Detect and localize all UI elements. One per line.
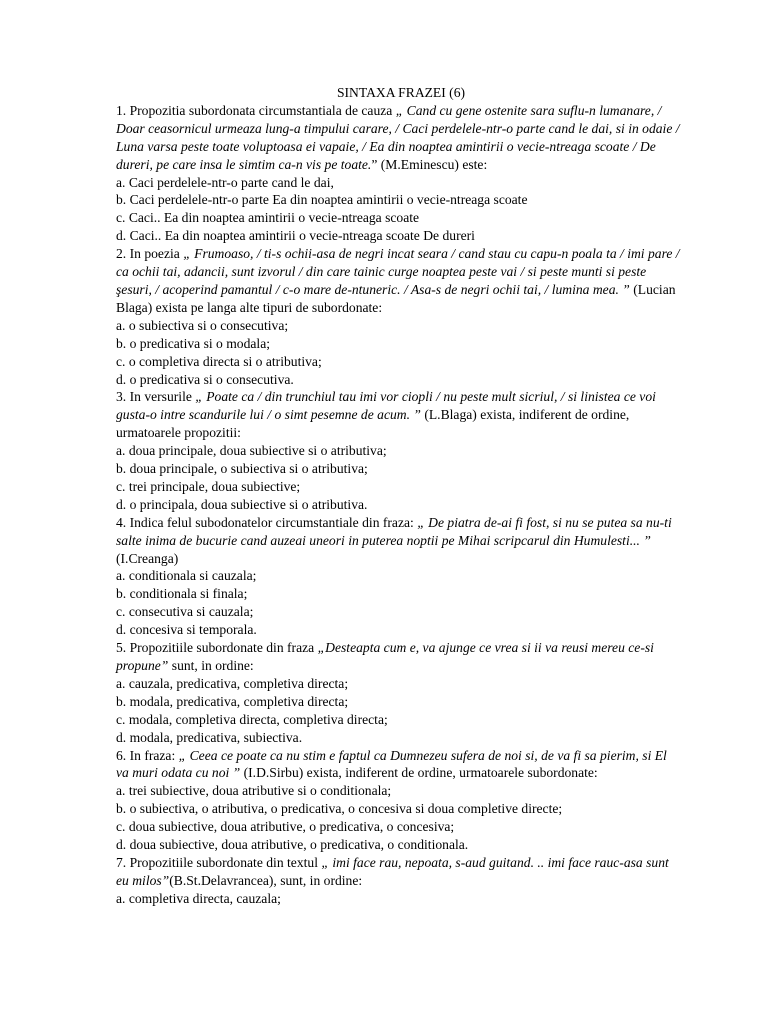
answer-option: c. doua subiective, doua atributive, o predicativa, o concesiva; [116, 819, 455, 835]
answer-option: a. Caci perdelele-ntr-o parte cand le dai, [116, 174, 334, 190]
answer-option: d. modala, predicativa, subiectiva. [116, 729, 303, 745]
answer-option: d. o principala, doua subiective si o atributiva. [116, 496, 368, 512]
question-3 [116, 388, 682, 513]
question-7-text: 7. Propozitiile subordonate din textul „ imi face rau, nepoata, s-aud guitand. .. imi face rauc-asa sunt eu milos”(B.St.Delavrancea), sunt, in ordine: [116, 854, 669, 888]
answer-option: b. modala, predicativa, completiva directa; [116, 693, 349, 709]
answer-option: c. consecutiva si cauzala; [116, 604, 254, 620]
answer-option: b. doua principale, o subiectiva si o atributiva; [116, 461, 368, 477]
answer-option: c. o completiva directa si o atributiva; [116, 353, 322, 369]
answer-option: a. o subiectiva si o consecutiva; [116, 317, 289, 333]
quote: „ Ceea ce poate ca nu stim e faptul ca Dumnezeu sufera de noi si, de va fi sa pierim, si El va muri odata cu noi ” [116, 747, 667, 781]
answer-option: a. trei subiective, doua atributive si o conditionala; [116, 783, 392, 799]
answer-option: d. doua subiective, doua atributive, o predicativa, o conditionala. [116, 837, 469, 853]
page-title: SINTAXA FRAZEI (6) [336, 85, 466, 100]
answer-option: a. cauzala, predicativa, completiva directa; [116, 675, 349, 691]
answer-option: d. Caci.. Ea din noaptea amintirii o vecie-ntreaga scoate De dureri [116, 228, 475, 244]
question-6 [116, 747, 682, 854]
answer-option: c. Caci.. Ea din noaptea amintirii o vecie-ntreaga scoate [116, 210, 420, 226]
question-4 [116, 514, 682, 639]
answer-option: d. o predicativa si o consecutiva. [116, 371, 294, 387]
question-7 [116, 854, 682, 908]
question-1 [116, 102, 682, 245]
quote: „ Poate ca / din trunchiul tau imi vor ciopli / nu peste mult sicriul, / si linistea ce voi gusta-o intre scandurile lui / o simt pesemne de acum. ” [116, 389, 656, 423]
answer-option: b. o subiectiva, o atributiva, o predicativa, o concesiva si doua completive directe; [116, 801, 563, 817]
answer-option: a. completiva directa, cauzala; [116, 890, 281, 906]
question-2-text: 2. In poezia „ Frumoaso, / ti-s ochii-asa de negri incat seara / cand stau cu capu-n poala ta / imi pare / ca ochii tai, adancii, sunt izvorul / din care tainic curge noaptea peste vai / si peste munti si peste şesuri, / acoperind pamantul / c-o mare de-ntuneric. / Asa-s de negri ochii tai, / lumina mea. ” (Lucian Blaga) exista pe langa alte tipuri de subordonate: [116, 246, 680, 315]
quote: „ De piatra de-ai fi fost, si nu se putea sa nu-ti salte inima de bucurie cand auzeai uneori in puterea noptii pe Mihai scripcarul din Humulesti... ” [116, 514, 672, 548]
question-2 [116, 245, 682, 388]
quote: „ Cand cu gene ostenite sara suflu-n lumanare, / Doar ceasornicul urmeaza lung-a timpului carare, / Caci perdelele-ntr-o parte cand le dai, si in odaie / Luna varsa peste toate voluptoasa ei vapaie, / Ea din noaptea amintirii o vecie-ntreaga scoate / De dureri, pe care insa le simtim ca-n vis pe toate. [116, 102, 680, 172]
answer-option: d. concesiva si temporala. [116, 622, 257, 638]
answer-option: a. conditionala si cauzala; [116, 568, 257, 584]
answer-option: b. conditionala si finala; [116, 586, 248, 602]
answer-option: a. doua principale, doua subiective si o atributiva; [116, 443, 387, 459]
answer-option: b. Caci perdelele-ntr-o parte Ea din noaptea amintirii o vecie-ntreaga scoate [116, 192, 528, 208]
answer-option: c. trei principale, doua subiective; [116, 478, 301, 494]
question-5 [116, 639, 682, 746]
quote: „ Frumoaso, / ti-s ochii-asa de negri incat seara / cand stau cu capu-n poala ta / imi pare / ca ochii tai, adancii, sunt izvorul / din care tainic curge noaptea peste vai / si peste munti si peste şesuri, / acoperind pamantul / c-o mare de-ntuneric. / Asa-s de negri ochii tai, / lumina mea. ” [116, 246, 680, 297]
quote: „Desteapta cum e, va ajunge ce vrea si ii va reusi mereu ce-si propune” [116, 640, 654, 673]
question-6-text: 6. In fraza: „ Ceea ce poate ca nu stim e faptul ca Dumnezeu sufera de noi si, de va fi sa pierim, si El va muri odata cu noi ” (I.D.Sirbu) exista, indiferent de ordine, urmatoarele subordonate: [116, 747, 667, 781]
question-1-text: 1. Propozitia subordonata circumstantiala de cauza „ Cand cu gene ostenite sara suflu-n lumanare, / Doar ceasornicul urmeaza lung-a timpului carare, / Caci perdelele-ntr-o parte cand le dai, si in odaie / Luna varsa peste toate voluptoasa ei vapaie, / Ea din noaptea amintirii o vecie-ntreaga scoate / De dureri, pe care insa le simtim ca-n vis pe toate.” (M.Eminescu) este: [116, 102, 680, 172]
quote: „ imi face rau, nepoata, s-aud guitand. .. imi face rauc-asa sunt eu milos” [116, 854, 669, 888]
question-5-text: 5. Propozitiile subordonate din fraza „Desteapta cum e, va ajunge ce vrea si ii va reusi mereu ce-si propune” sunt, in ordine: [116, 640, 654, 673]
question-3-text: 3. In versurile „ Poate ca / din trunchiul tau imi vor ciopli / nu peste mult sicriul, / si linistea ce voi gusta-o intre scandurile lui / o simt pesemne de acum. ” (L.Blaga) exista, indiferent de ordine, urmatoarele propozitii: [116, 389, 656, 441]
answer-option: b. o predicativa si o modala; [116, 335, 271, 351]
question-4-text: 4. Indica felul subodonatelor circumstantiale din fraza: „ De piatra de-ai fi fost, si nu se putea sa nu-ti salte inima de bucurie cand auzeai uneori in puterea noptii pe Mihai scripcarul din Humulesti... ” (I.Creanga) [116, 514, 672, 566]
answer-option: c. modala, completiva directa, completiva directa; [116, 711, 388, 727]
